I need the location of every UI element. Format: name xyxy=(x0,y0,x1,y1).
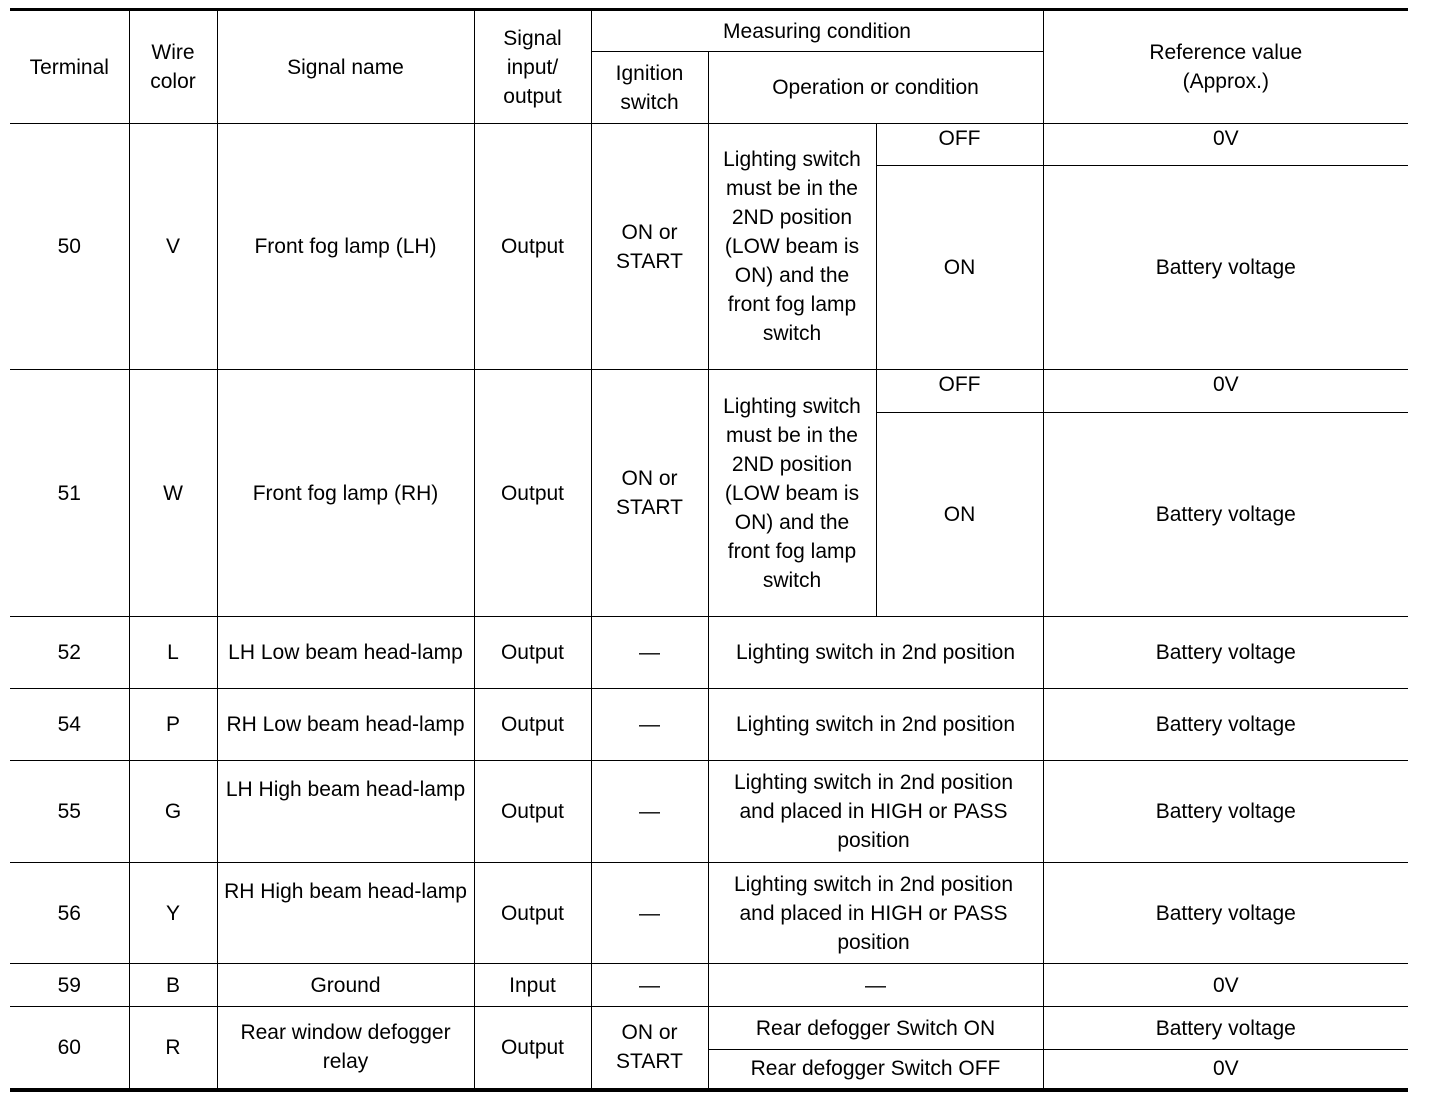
terminal-cell: 59 xyxy=(10,964,129,1007)
signal-name-cell: LH Low beam head-lamp xyxy=(217,617,474,689)
header-signal-name: Signal name xyxy=(217,10,474,124)
table-row xyxy=(10,370,1408,413)
ignition-cell: — xyxy=(591,964,708,1007)
wire-color-cell: G xyxy=(129,761,217,863)
terminal-cell: 52 xyxy=(10,617,129,689)
ignition-cell: ON or START xyxy=(591,124,708,370)
table-header xyxy=(10,10,1408,124)
table-row xyxy=(10,689,1408,761)
header-wire-color: Wire color xyxy=(129,10,217,124)
signal-io-cell: Output xyxy=(474,617,591,689)
wire-color-cell: W xyxy=(129,370,217,617)
signal-name-cell: Front fog lamp (RH) xyxy=(217,370,474,617)
condition-cell: Rear defogger Switch OFF xyxy=(708,1050,1043,1090)
reference-value-cell: 0V xyxy=(1043,1050,1408,1090)
header-terminal: Terminal xyxy=(10,10,129,124)
condition-cell: Lighting switch in 2nd position and placed in HIGH or PASS position xyxy=(708,863,1043,964)
signal-name-cell: RH High beam head-lamp xyxy=(217,863,474,964)
terminal-cell: 56 xyxy=(10,863,129,964)
signal-name-cell: Front fog lamp (LH) xyxy=(217,124,474,370)
condition-cell: Lighting switch in 2nd position and placed in HIGH or PASS position xyxy=(708,761,1043,863)
table-row xyxy=(10,617,1408,689)
table-row xyxy=(10,761,1408,863)
wire-color-cell: V xyxy=(129,124,217,370)
signal-io-cell: Output xyxy=(474,124,591,370)
condition-cell: Lighting switch must be in the 2ND position (LOW beam is ON) and the front fog lamp switch xyxy=(708,370,876,617)
reference-value-cell: Battery voltage xyxy=(1043,761,1408,863)
reference-value-cell: 0V xyxy=(1043,370,1408,413)
signal-io-cell: Output xyxy=(474,1007,591,1090)
condition-cell: Lighting switch in 2nd position xyxy=(708,617,1043,689)
ignition-cell: ON or START xyxy=(591,1007,708,1090)
state-cell: ON xyxy=(876,413,1043,617)
reference-value-cell: Battery voltage xyxy=(1043,413,1408,617)
reference-value-cell: Battery voltage xyxy=(1043,166,1408,370)
header-ignition-switch: Ignition switch xyxy=(591,52,708,124)
signal-io-cell: Output xyxy=(474,689,591,761)
reference-value-cell: Battery voltage xyxy=(1043,689,1408,761)
table-body xyxy=(10,124,1408,1090)
header-operation-condition: Operation or condition xyxy=(708,52,1043,124)
reference-value-cell: Battery voltage xyxy=(1043,617,1408,689)
signal-io-cell: Output xyxy=(474,761,591,863)
reference-value-cell: Battery voltage xyxy=(1043,1007,1408,1050)
reference-value-cell: 0V xyxy=(1043,964,1408,1007)
table-row xyxy=(10,863,1408,964)
signal-name-cell: RH Low beam head-lamp xyxy=(217,689,474,761)
reference-value-cell: Battery voltage xyxy=(1043,863,1408,964)
signal-io-cell: Output xyxy=(474,863,591,964)
condition-cell: — xyxy=(708,964,1043,1007)
signal-io-cell: Input xyxy=(474,964,591,1007)
signal-name-cell: LH High beam head-lamp xyxy=(217,761,474,863)
ignition-cell: ON or START xyxy=(591,370,708,617)
signal-name-cell: Ground xyxy=(217,964,474,1007)
terminal-cell: 55 xyxy=(10,761,129,863)
header-reference-value: Reference value (Approx.) xyxy=(1043,10,1408,124)
terminal-cell: 50 xyxy=(10,124,129,370)
terminal-cell: 60 xyxy=(10,1007,129,1090)
wire-color-cell: Y xyxy=(129,863,217,964)
wire-color-cell: B xyxy=(129,964,217,1007)
signal-io-cell: Output xyxy=(474,370,591,617)
table-row xyxy=(10,1007,1408,1050)
ignition-cell: — xyxy=(591,863,708,964)
ignition-cell: — xyxy=(591,617,708,689)
ignition-cell: — xyxy=(591,689,708,761)
table-row xyxy=(10,124,1408,166)
state-cell: OFF xyxy=(876,370,1043,413)
terminal-cell: 54 xyxy=(10,689,129,761)
ignition-cell: — xyxy=(591,761,708,863)
terminal-cell: 51 xyxy=(10,370,129,617)
wire-color-cell: L xyxy=(129,617,217,689)
state-cell: OFF xyxy=(876,124,1043,166)
header-measuring-condition: Measuring condition xyxy=(591,10,1043,52)
state-cell: ON xyxy=(876,166,1043,370)
condition-cell: Lighting switch must be in the 2ND position (LOW beam is ON) and the front fog lamp switch xyxy=(708,124,876,370)
condition-cell: Rear defogger Switch ON xyxy=(708,1007,1043,1050)
signal-name-cell: Rear window defogger relay xyxy=(217,1007,474,1090)
table-row xyxy=(10,964,1408,1007)
wire-color-cell: P xyxy=(129,689,217,761)
condition-cell: Lighting switch in 2nd position xyxy=(708,689,1043,761)
header-signal-io: Signal input/ output xyxy=(474,10,591,124)
reference-value-cell: 0V xyxy=(1043,124,1408,166)
wire-color-cell: R xyxy=(129,1007,217,1090)
terminal-spec-table xyxy=(10,8,1408,1092)
